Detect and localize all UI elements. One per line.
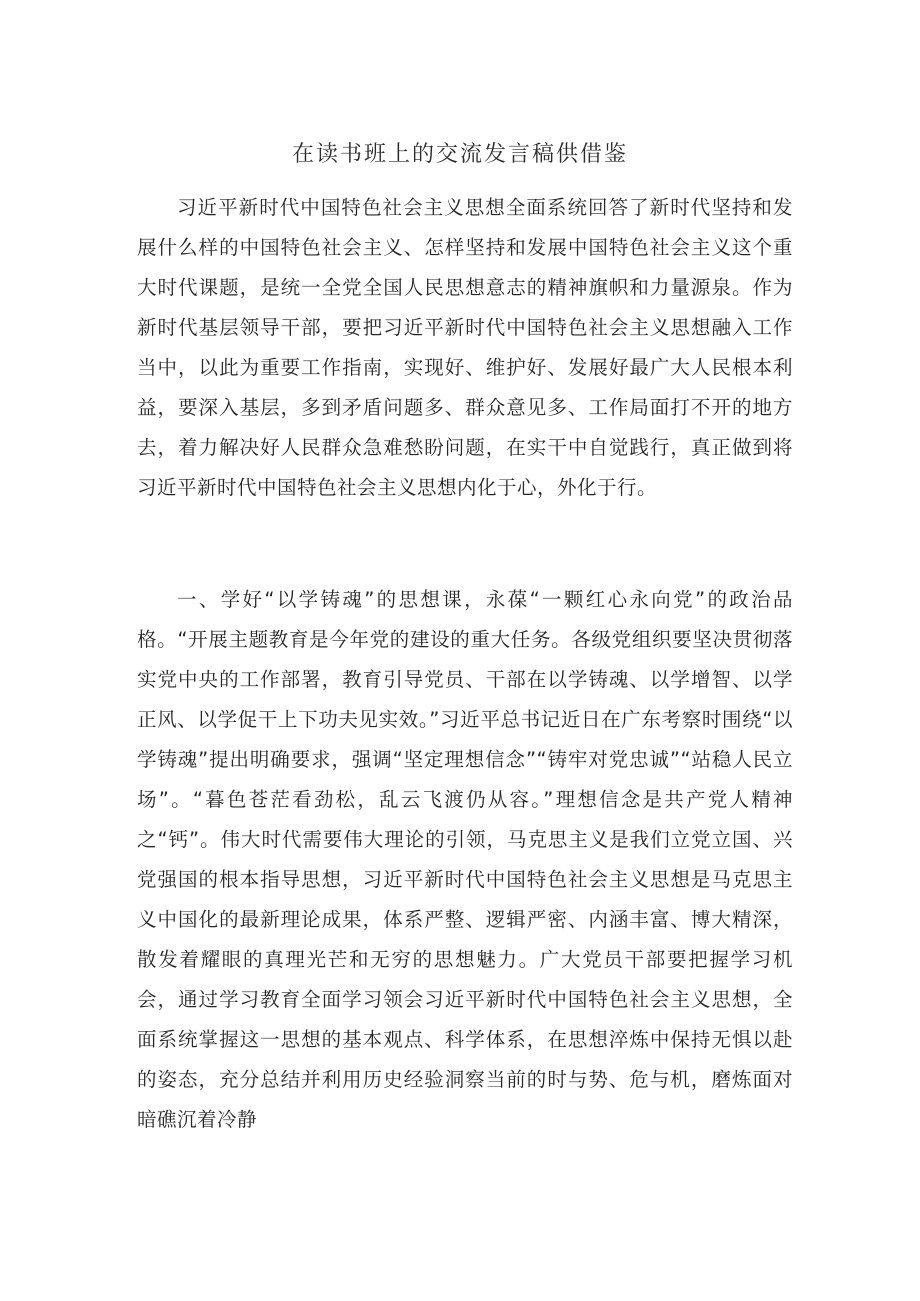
document-title: 在读书班上的交流发言稿供借鉴 (291, 142, 628, 167)
body-paragraph-2: 一、学好“以学铸魂”的思想课，永葆“一颗红心永向党”的政治品格。“开展主题教育是今年党的建设的重大任务。各级党组织要坚决贯彻落实党中央的工作部署，教育引导党员、干部在以学铸魂、以学增智、以学正风、以学促干上下功夫见实效。”习近平总书记近日在广东考察时围绕“以学铸魂”提出明确要求，强调“坚定理想信念”“铸牢对党忠诚”“站稳人民立场”。“暮色苍茫看劲松，乱云飞渡仍从容。”理想信念是共产党人精神之“钙”。伟大时代需要伟大理论的引领，马克思主义是我们立党立国、兴党强国的根本指导思想，习近平新时代中国特色社会主义思想是马克思主义中国化的最新理论成果，体系严整、逻辑严密、内涵丰富、博大精深，散发着耀眼的真理光芒和无穷的思想魅力。广大党员干部要把握学习机会，通过学习教育全面学习领会习近平新时代中国特色社会主义思想，全面系统掌握这一思想的基本观点、科学体系，在思想淬炼中保持无惧以赴的姿态，充分总结并利用历史经验洞察当前的时与势、危与机，磨炼面对暗礁沉着冷静 (137, 588, 793, 1131)
body-paragraph-1: 习近平新时代中国特色社会主义思想全面系统回答了新时代坚持和发展什么样的中国特色社会主义、怎样坚持和发展中国特色社会主义这个重大时代课题，是统一全党全国人民思想意志的精神旗帜和力量源泉。作为新时代基层领导干部，要把习近平新时代中国特色社会主义思想融入工作当中，以此为重要工作指南，实现好、维护好、发展好最广大人民根本利益，要深入基层，多到矛盾问题多、群众意见多、工作局面打不开的地方去，着力解决好人民群众急难愁盼问题，在实干中自觉践行，真正做到将习近平新时代中国特色社会主义思想内化于心，外化于行。 (137, 196, 793, 499)
